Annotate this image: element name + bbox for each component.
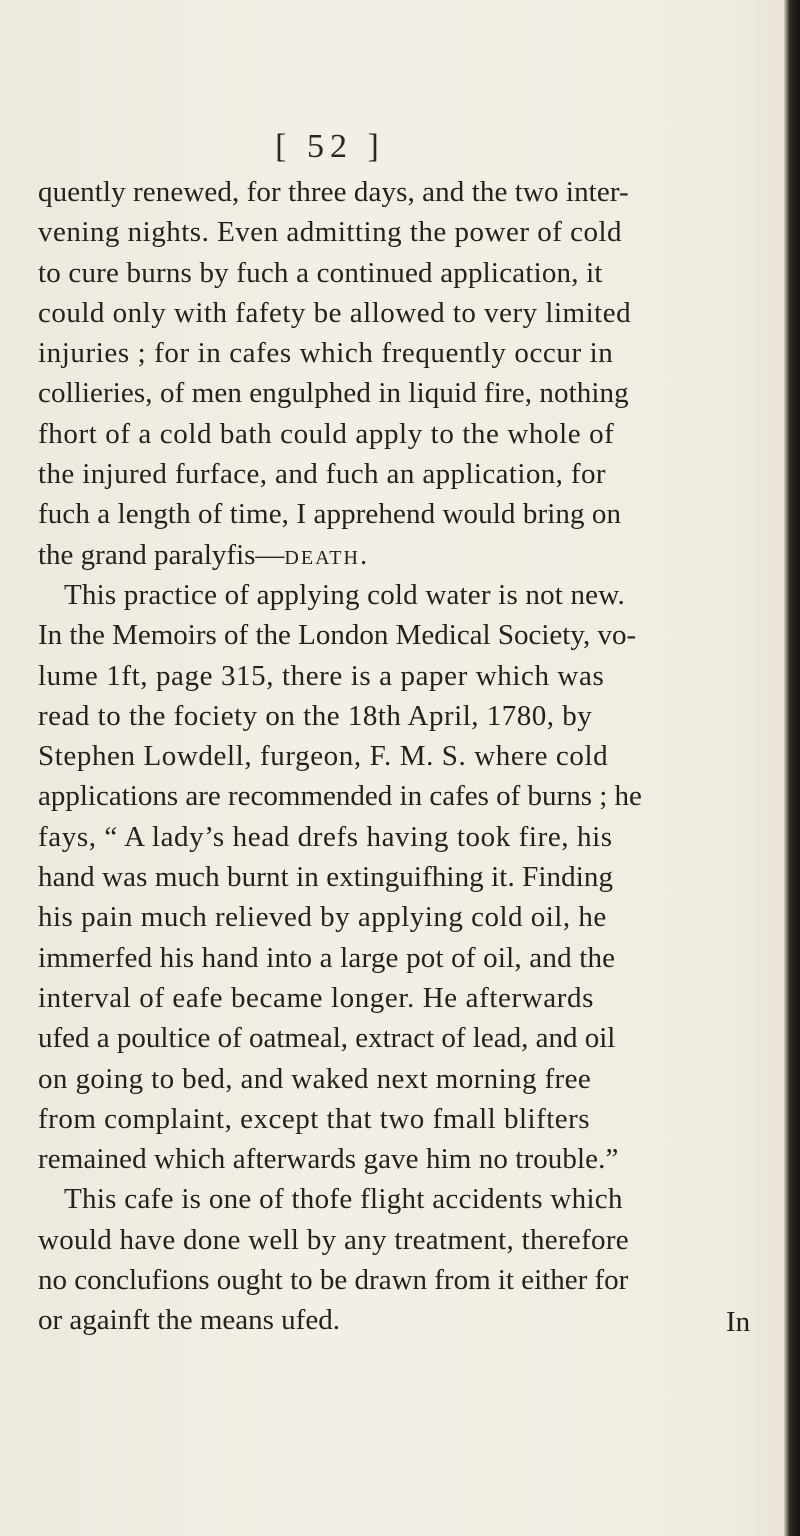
- text-line: fuch a length of time, I apprehend would bring on: [38, 498, 622, 531]
- text-line: to cure burns by fuch a continued application, it: [38, 256, 603, 289]
- text-line: fhort of a cold bath could apply to the whole of: [38, 417, 615, 450]
- text-line: his pain much relieved by applying cold oil, he: [38, 901, 607, 934]
- text-line: hand was much burnt in extinguifhing it. Finding: [38, 861, 614, 894]
- text-line: no conclufions ought to be drawn from it either for: [38, 1264, 629, 1297]
- page-number-header: [ 52 ]: [275, 128, 385, 165]
- text-line: the injured furface, and fuch an application, for: [38, 458, 606, 491]
- small-caps-word: death: [284, 538, 360, 571]
- text-line: ufed a poultice of oatmeal, extract of lead, and oil: [38, 1022, 616, 1055]
- text-line: injuries ; for in cafes which frequently occur in: [38, 337, 614, 370]
- text-line: would have done well by any treatment, therefore: [38, 1223, 629, 1256]
- text-line: quently renewed, for three days, and the two inter-: [38, 176, 629, 208]
- text-line: remained which afterwards gave him no trouble.”: [38, 1143, 619, 1176]
- text-line: could only with fafety be allowed to very limited: [38, 296, 632, 329]
- text-line: or againft the means ufed.: [38, 1304, 340, 1337]
- text-line: lume 1ft, page 315, there is a paper which was: [38, 659, 605, 692]
- text-line: the grand paralyfis—death.: [38, 538, 368, 571]
- text-line: from complaint, except that two fmall blifters: [38, 1102, 591, 1135]
- text-line: on going to bed, and waked next morning free: [38, 1062, 592, 1095]
- text-line: Stephen Lowdell, furgeon, F. M. S. where cold: [38, 740, 609, 773]
- text-line: In the Memoirs of the London Medical Society, vo-: [38, 619, 637, 652]
- text-line: applications are recommended in cafes of burns ; he: [38, 780, 642, 813]
- text-line: immerfed his hand into a large pot of oil, and the: [38, 941, 616, 974]
- paragraph-first-line: This cafe is one of thofe flight accidents which: [64, 1183, 623, 1216]
- catchword: In: [726, 1306, 751, 1338]
- text-line: vening nights. Even admitting the power of cold: [38, 216, 623, 249]
- text-line: fays, “ A lady’s head drefs having took fire, his: [38, 820, 613, 853]
- text-line: interval of eafe became longer. He afterwards: [38, 981, 594, 1014]
- paragraph-first-line: This practice of applying cold water is not new.: [64, 578, 625, 611]
- text-line: collieries, of men engulphed in liquid fire, nothing: [38, 377, 629, 410]
- page-edge-shadow: [784, 0, 800, 1536]
- text-line: read to the fociety on the 18th April, 1780, by: [38, 699, 593, 732]
- body-text: [38, 172, 778, 1341]
